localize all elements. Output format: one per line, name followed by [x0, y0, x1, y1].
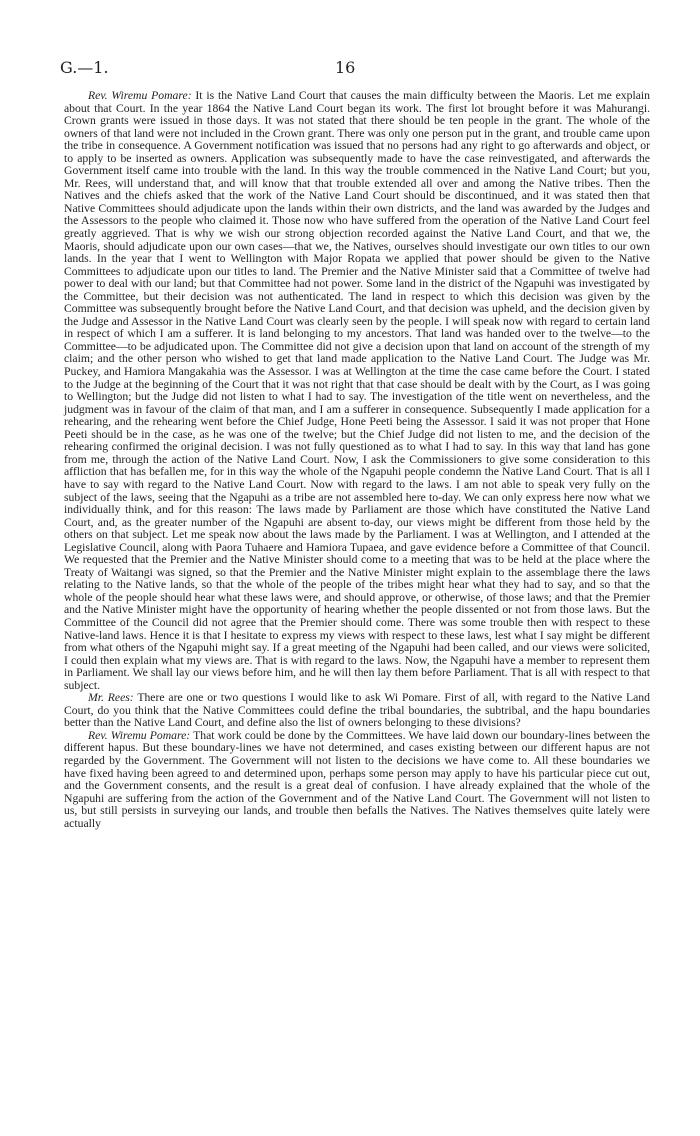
page-number: 16 — [335, 58, 356, 77]
speaker-label: Mr. Rees: — [88, 691, 134, 705]
speaker-label: Rev. Wiremu Pomare: — [88, 728, 191, 742]
paragraph-pomare-2 — [64, 730, 650, 830]
paragraph-text: It is the Native Land Court that causes the main difficulty between the Maoris. Let me explain about that Court. In the year 1864 the Native Land Court began its work. The first lot brought before it was Mahurangi. Crown grants were issued in those days. It was not stated that there should be ten people in the grant. The whole of the owners of that land were not included in the Crown grant. There was only one person put in the grant, and trouble came upon the tribe in consequence. A Government notification was issued that no persons had any right to go afterwards and object, or to apply to be inserted as owners. Application was subsequently made to have the case reinvestigated, and afterwards the Government itself came into trouble with the land. In this way the trouble commenced in the Native Land Court; but you, Mr. Rees, will understand that, and will know that that trouble extended all over and among the Native tribes. Then the Natives and the chiefs asked that the work of the Native Land Court should be discontinued, and it was stated then that Native Committees should adjudicate upon the lands within their own districts, and the land was awarded by the Judges and the Assessors to the people who claimed it. Those now who have suffered from the operation of the Native Land Court feel greatly aggrieved. That is why we wish our strong objection recorded against the Native Land Court, and that we, the Maoris, should adjudicate upon our own cases—that we, the Natives, ourselves should investigate our own titles to our own lands. In the year that I went to Wellington with Major Ropata we applied that power should be given to the Native Committees to adjudicate upon our titles to land. The Premier and the Native Minister said that a Committee of twelve had power to deal with our land; but that Committee had not power. Some land in the district of the Ngapuhi was investigated by the Committee, but their decision was not authenticated. The land in respect to which this decision was given by the Committee was subsequently brought before the Native Land Court, and that decision was upheld, and the decision given by the Judge and Assessor in the Native Land Court was clearly seen by the people. I will speak now with regard to certain land in respect of which I am a sufferer. It is land belonging to my ancestors. That land was handed over to the twelve—to the Committee—to be adjudicated upon. The Committee did not give a decision upon that land on account of the strength of my claim; and the other person who wished to get that land made application to the Native Land Court. The Judge was Mr. Puckey, and Hamiora Mangakahia was the Assessor. I was at Wellington at the time the case came before the Court. I stated to the Judge at the beginning of the Court that it was not right that that case should be dealt with by the Court, as I was going to Wellington; but the Judge did not listen to what I had to say. The investigation of the title went on nevertheless, and the judgment was in favour of the claim of that man, and I am a sufferer in consequence. Subsequently I made application for a rehearing, and the rehearing went before the Chief Judge, Hone Peeti being the Assessor. I said it was not proper that Hone Peeti should be in the case, as he was one of the twelve; but the Chief Judge did not listen to me, and the decision of the rehearing confirmed the original decision. I was not fully questioned as to what I had to say. In this way that land has gone from me, through the action of the Native Land Court. Now, I ask the Commissioners to give some consideration to this affliction that has befallen me, for in this way the whole of the Ngapuhi people condemn the Native Land Court. That is all I have to say with regard to the Native Land Court. Now with regard to the laws. I am not able to speak very fully on the subject of the laws, seeing that the Ngapuhi as a tribe are not assembled here to-day. We can only express here now what we individually think, and for this reason: The laws made by Parliament are those which have constituted the Native Land Court, and, as the greater number of the Ngapuhi are absent to-day, our views might be different from those held by the others on that subject. Let me speak now about the laws made by the Parliament. I was at Wellington, and I attended at the Legislative Council, along with Paora Tuhaere and Hamiora Tupaea, and gave evidence before a Committee of that Council. We requested that the Premier and the Native Minister should come to a meeting that was to be held at the place where the Treaty of Waitangi was signed, so that the Premier and the Native Minister might explain to the assemblage there the laws relating to the Native lands, so that the whole of the people of the tribes might hear what they had to say, and so that the whole of the people should hear what these laws were, and should approve, or otherwise, of those laws; and that the Premier and the Native Minister might have the opportunity of hearing whether the people dissented or not from those laws. But the Committee of the Council did not agree that the Premier should come. There was some trouble then with respect to these Native-land laws. Hence it is that I hesitate to express my views with respect to these laws, lest what I say might be different from what others of the Ngapuhi might say. If a great meeting of the Ngapuhi had been called, and our views were solicited, I could then explain what my views are. That is with regard to the laws. Now, the Ngapuhi have a member to represent them in Parliament. We shall lay our views before him, and he will then lay them before Parliament. That is all with respect to that subject. — [64, 89, 650, 692]
paragraph-rees — [64, 692, 650, 730]
speaker-label: Rev. Wiremu Pomare: — [88, 89, 192, 102]
paragraph-text: That work could be done by the Committees. We have laid down our boundary-lines between the different hapus. But these boundary-lines we have not determined, and cases existing between our different hapus are not regarded by the Government. The Government will not listen to the decisions we have come to. All these boundaries we have fixed having been agreed to and determined upon, perhaps some person may apply to have his particular piece cut out, and the Government consents, and the result is a great deal of confusion. I have already explained that the whole of the Ngapuhi are suffering from the action of the Government and of the Native Land Court. The Government will not listen to us, but still persists in surveying our lands, and trouble then befalls the Natives. The Natives themselves quite lately were actually — [64, 728, 650, 830]
page-header — [60, 58, 620, 82]
paragraph-pomare-1 — [64, 90, 650, 692]
paragraph-text: There are one or two questions I would like to ask Wi Pomare. First of all, with regard to the Native Land Court, do you think that the Native Committees could define the tribal boundaries, the subtribal, and the hapu boundaries better than the Native Land Court, and define also the list of owners belonging to these divisions? — [64, 691, 650, 730]
document-body — [64, 90, 650, 830]
document-reference: G.—1. — [60, 58, 109, 77]
